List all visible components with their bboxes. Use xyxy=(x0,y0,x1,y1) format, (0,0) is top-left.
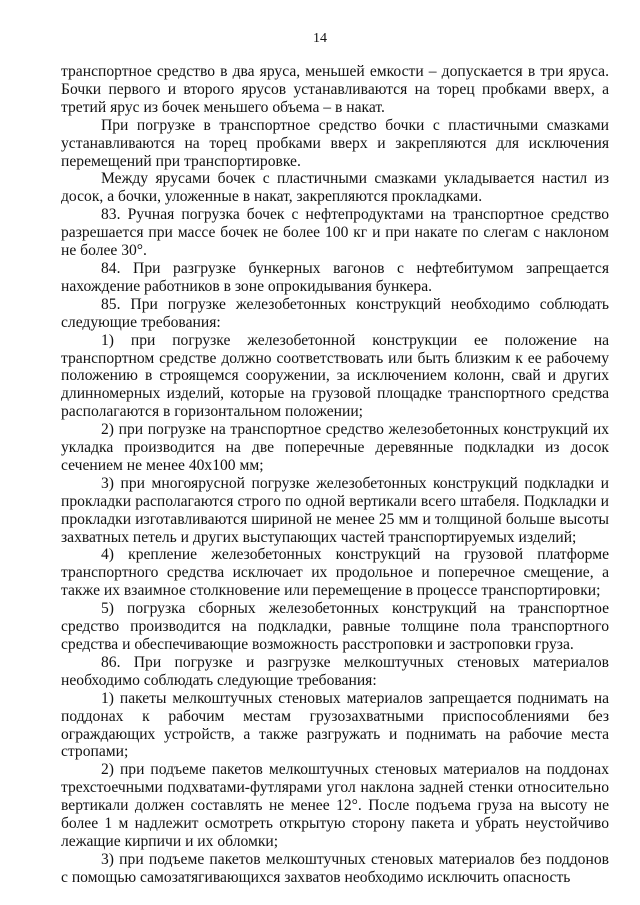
clause-85-item-5: 5) погрузка сборных железобетонных конструкций на транспортное средство производится на подкладки, равные толщине пола транспортного средства и обеспечивающие возможность расстроповки и застроповки груза. xyxy=(61,600,609,653)
document-body xyxy=(61,63,609,887)
paragraph-continuation: транспортное средство в два яруса, меньшей емкости – допускается в три яруса. Бочки первого и второго ярусов устанавливаются на торец пробками вверх, а третий ярус из бочек меньшего объема – в накат. xyxy=(61,63,609,116)
clause-86-item-3: 3) при подъеме пакетов мелкоштучных стеновых материалов без поддонов с помощью самозатягивающихся захватов необходимо исключить опасность xyxy=(61,850,609,886)
clause-86: 86. При погрузке и разгрузке мелкоштучных стеновых материалов необходимо соблюдать следующие требования: xyxy=(61,653,609,689)
clause-85-item-3: 3) при многоярусной погрузке железобетонных конструкций подкладки и прокладки располагаются строго по одной вертикали всего штабеля. Подкладки и прокладки изготавливаются шириной не менее 25 мм и толщиной больше высоты захватных петель и других выступающих частей транспортируемых изделий; xyxy=(61,474,609,546)
clause-85-item-4: 4) крепление железобетонных конструкций на грузовой платформе транспортного средства исключает их продольное и поперечное смещение, а также их взаимное столкновение или перемещение в процессе транспортировки; xyxy=(61,546,609,600)
clause-83: 83. Ручная погрузка бочек с нефтепродуктами на транспортное средство разрешается при массе бочек не более 100 кг и при накате по слегам с наклоном не более 30°. xyxy=(61,206,609,260)
clause-84: 84. При разгрузке бункерных вагонов с нефтебитумом запрещается нахождение работников в зоне опрокидывания бункера. xyxy=(61,259,609,295)
clause-85-item-1: 1) при погрузке железобетонной конструкции ее положение на транспортном средстве должно соответствовать или быть близким к ее рабочему положению в строящемся сооружении, за исключением колонн, свай и других длинномерных изделий, которые на грузовой площадке транспортного средства располагаются в горизонтальном положении; xyxy=(61,331,609,421)
clause-85: 85. При погрузке железобетонных конструкций необходимо соблюдать следующие требования: xyxy=(61,295,609,331)
clause-86-item-1: 1) пакеты мелкоштучных стеновых материалов запрещается поднимать на поддонах к рабочим местам грузозахватными приспособлениями без ограждающих устройств, а также разгружать и поднимать на рабочие места стропами; xyxy=(61,689,609,761)
page-number: 14 xyxy=(313,31,327,46)
paragraph: При погрузке в транспортное средство бочки с пластичными смазками устанавливаются на торец пробками вверх и закрепляются для исключения перемещений при транспортировке. xyxy=(61,116,609,170)
clause-86-item-2: 2) при подъеме пакетов мелкоштучных стеновых материалов на поддонах трехстоечными подхватами-футлярами угол наклона задней стенки относительно вертикали должен составлять не менее 12°. После подъема груза на высоту не более 1 м надлежит осмотреть открытую сторону пакета и убрать неустойчиво лежащие кирпичи и их обломки; xyxy=(61,761,609,850)
clause-85-item-2: 2) при погрузке на транспортное средство железобетонных конструкций их укладка производится на две поперечные деревянные подкладки из досок сечением не менее 40x100 мм; xyxy=(61,421,609,474)
paragraph: Между ярусами бочек с пластичными смазками укладывается настил из досок, а бочки, уложенные в накат, закрепляются прокладками. xyxy=(61,170,609,206)
